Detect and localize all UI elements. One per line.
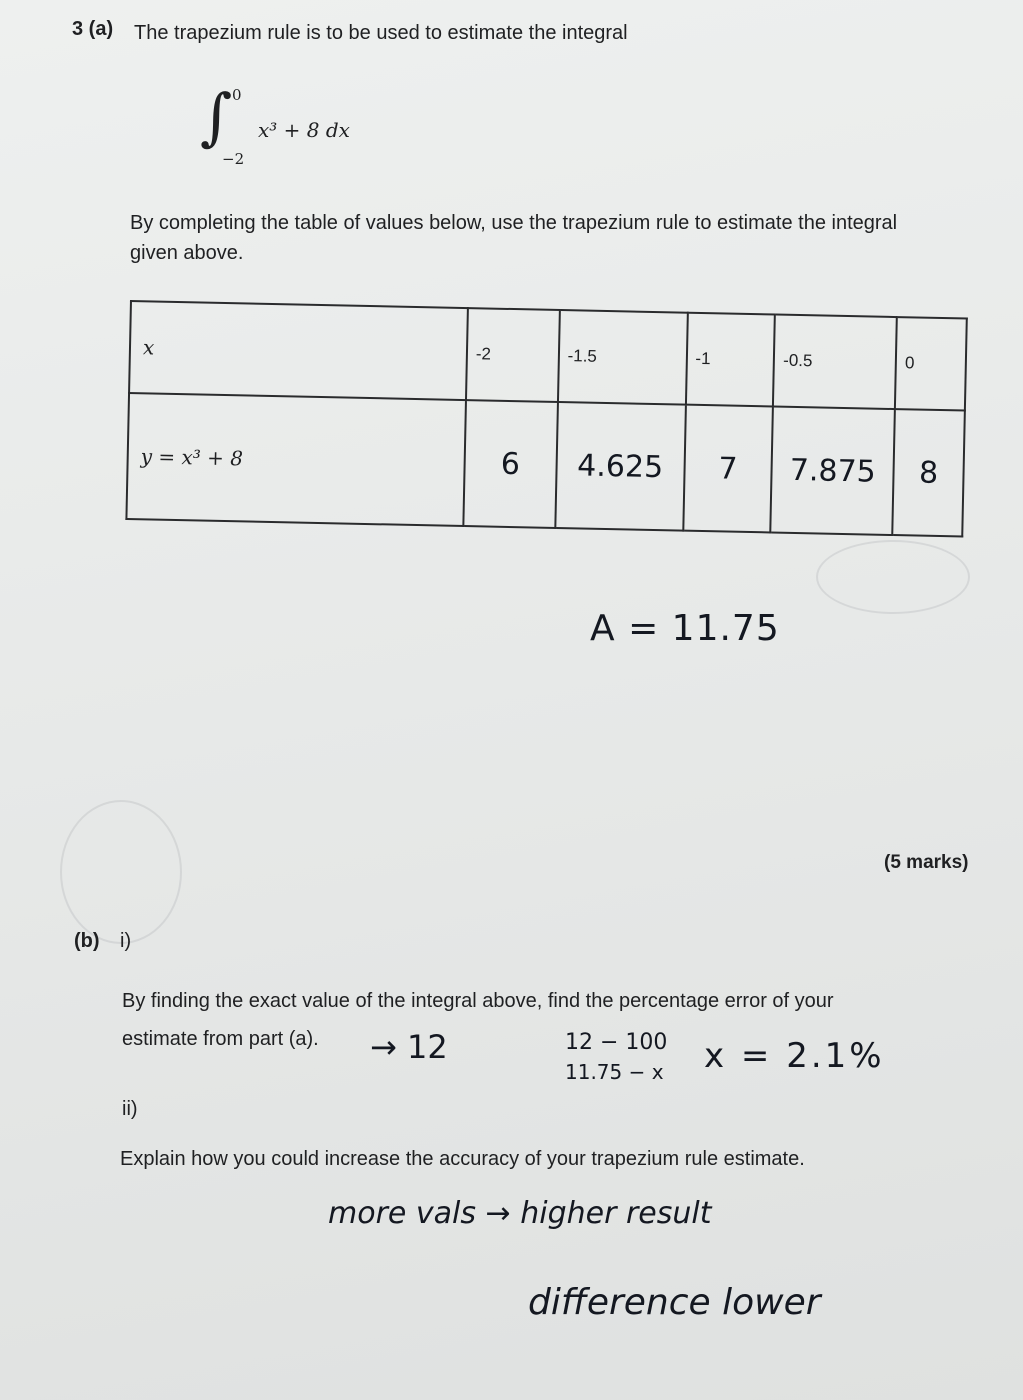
part-b-ii-question: Explain how you could increase the accuracy of your trapezium rule estimate. [120,1148,805,1170]
handwritten-working-line-1: 12 − 100 [565,1030,668,1055]
part-b-i-label: i) [120,930,132,952]
x-value-cell: -2 [466,308,560,402]
part-b-i-question-line-2: estimate from part (a). [122,1028,319,1050]
part-b-i-question-line-1: By finding the exact value of the integral above, find the percentage error of your [122,990,834,1012]
question-intro: The trapezium rule is to be used to estimate the integral [134,22,628,44]
x-value-cell: -1 [685,313,775,407]
handwritten-answer-a: A = 11.75 [590,608,780,649]
integral-upper-limit: 0 [232,86,242,104]
handwritten-working-line-2: 11.75 − x [565,1060,664,1084]
x-row-label: x [129,301,468,400]
handwritten-explanation-line-2: difference lower [528,1282,821,1323]
handwritten-explanation-line-1: more vals → higher result [328,1196,712,1231]
values-table [125,300,967,536]
integral-sign: ∫ [200,80,233,153]
y-row-label: y = x³ + 8 [126,393,465,526]
question-number: 3 (a) [72,18,114,40]
part-b-ii-label: ii) [122,1098,138,1120]
y-value-cell: 4.625 [555,402,685,531]
handwritten-exact-value: → 12 [370,1028,448,1066]
y-value-cell: 6 [463,400,557,528]
y-value-cell: 7 [683,405,773,533]
erased-mark [816,540,970,614]
y-value-cell: 8 [892,409,964,536]
part-b-label: (b) [74,930,100,952]
integrand: x³ + 8 dx [258,118,350,142]
y-value-cell: 7.875 [771,406,895,535]
instruction-line-2: given above. [130,242,244,264]
integral-lower-limit: −2 [222,150,245,168]
x-value-cell: 0 [895,317,967,410]
x-value-cell: -0.5 [773,315,897,410]
handwritten-percentage-result: x = 2.1% [704,1036,885,1076]
erased-mark [60,800,182,944]
x-value-cell: -1.5 [558,310,688,405]
instruction-line-1: By completing the table of values below, use the trapezium rule to estimate the integral [130,212,898,234]
marks-label: (5 marks) [884,852,969,873]
